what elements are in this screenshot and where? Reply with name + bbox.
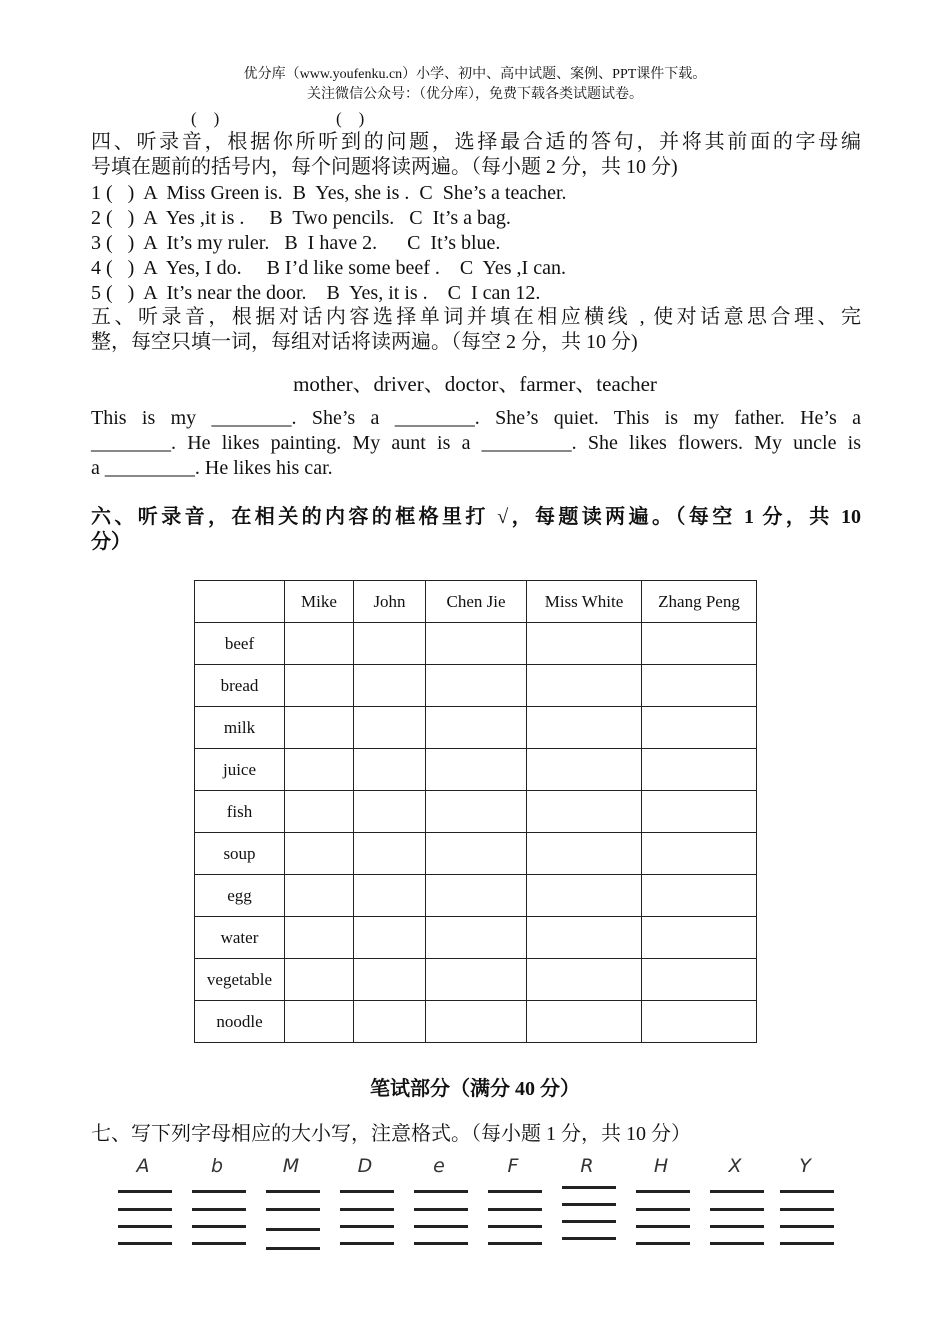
- writing-line[interactable]: [340, 1190, 394, 1193]
- section-5-title-line-2: 整，每空只填一词，每组对话将读两遍。（每空 2 分，共 10 分): [91, 331, 638, 353]
- writing-line[interactable]: [780, 1225, 834, 1228]
- writing-line[interactable]: [562, 1203, 616, 1206]
- column-header: Miss White: [527, 581, 642, 623]
- writing-line[interactable]: [192, 1190, 246, 1193]
- table-row: [195, 1001, 757, 1043]
- section-4-title-line-2: 号填在题前的括号内，每个问题将读两遍。（每小题 2 分，共 10 分): [91, 156, 678, 178]
- letter-group: [266, 1155, 326, 1255]
- check-cell[interactable]: [354, 623, 426, 665]
- writing-line[interactable]: [414, 1190, 468, 1193]
- writing-line[interactable]: [266, 1228, 320, 1231]
- check-cell[interactable]: [285, 959, 354, 1001]
- writing-line[interactable]: [266, 1208, 320, 1211]
- section-4-title-line-1: 四、听录音，根据你所听到的问题，选择最合适的答句，并将其前面的字母编: [91, 131, 861, 153]
- letter-prompt: e: [433, 1155, 445, 1177]
- writing-line[interactable]: [118, 1225, 172, 1228]
- check-cell[interactable]: [426, 623, 527, 665]
- column-header: John: [354, 581, 426, 623]
- table-row: [195, 665, 757, 707]
- check-cell[interactable]: [527, 749, 642, 791]
- check-cell[interactable]: [426, 749, 527, 791]
- check-cell[interactable]: [527, 791, 642, 833]
- section-7-title: 七、写下列字母相应的大小写，注意格式。（每小题 1 分，共 10 分）: [91, 1123, 691, 1145]
- row-label: beef: [195, 623, 285, 665]
- writing-line[interactable]: [780, 1208, 834, 1211]
- row-label: soup: [195, 833, 285, 875]
- letter-prompt: Y: [799, 1155, 811, 1177]
- writing-line[interactable]: [710, 1242, 764, 1245]
- letter-group: [562, 1155, 622, 1255]
- table-row: [195, 707, 757, 749]
- check-cell[interactable]: [527, 917, 642, 959]
- writing-line[interactable]: [710, 1190, 764, 1193]
- check-cell[interactable]: [354, 791, 426, 833]
- check-cell[interactable]: [285, 791, 354, 833]
- row-label: juice: [195, 749, 285, 791]
- question-5: 5 ( ) A It’s near the door. B Yes, it is . C I can 12.: [91, 282, 541, 304]
- table-row: [195, 959, 757, 1001]
- check-cell[interactable]: [527, 959, 642, 1001]
- site-header-line-1: 优分库（www.youfenku.cn）小学、初中、高中试题、案例、PPT课件下载。: [243, 67, 707, 82]
- check-cell[interactable]: [285, 665, 354, 707]
- letter-group: [488, 1155, 548, 1255]
- check-cell[interactable]: [354, 749, 426, 791]
- check-cell[interactable]: [426, 665, 527, 707]
- writing-line[interactable]: [488, 1242, 542, 1245]
- column-header: Mike: [285, 581, 354, 623]
- check-cell[interactable]: [285, 875, 354, 917]
- section-5-title-line-1: 五、听录音，根据对话内容选择单词并填在相应横线 , 使对话意思合理、完: [91, 306, 861, 328]
- check-cell[interactable]: [642, 623, 757, 665]
- row-label: bread: [195, 665, 285, 707]
- check-cell[interactable]: [426, 1001, 527, 1043]
- letter-group: [636, 1155, 696, 1255]
- row-label: water: [195, 917, 285, 959]
- table-row: [195, 623, 757, 665]
- answer-bracket: ( ): [191, 109, 220, 128]
- check-cell[interactable]: [285, 749, 354, 791]
- check-cell[interactable]: [527, 623, 642, 665]
- passage-line-1: This is my ________. She’s a ________. She’s quiet. This is my father. He’s a: [91, 407, 861, 429]
- food-check-table: [194, 580, 757, 1043]
- letter-prompt: F: [507, 1155, 519, 1177]
- letter-prompt: b: [210, 1155, 224, 1177]
- row-label: egg: [195, 875, 285, 917]
- check-cell[interactable]: [642, 917, 757, 959]
- check-cell[interactable]: [642, 1001, 757, 1043]
- row-label: noodle: [195, 1001, 285, 1043]
- check-cell[interactable]: [642, 707, 757, 749]
- writing-line[interactable]: [488, 1190, 542, 1193]
- writing-line[interactable]: [266, 1247, 320, 1250]
- letter-group: [340, 1155, 400, 1255]
- writing-line[interactable]: [780, 1242, 834, 1245]
- check-cell[interactable]: [426, 875, 527, 917]
- column-header: Chen Jie: [426, 581, 527, 623]
- writing-line[interactable]: [562, 1186, 616, 1189]
- check-cell[interactable]: [285, 1001, 354, 1043]
- table-row: [195, 833, 757, 875]
- writing-line[interactable]: [118, 1190, 172, 1193]
- question-2: 2 ( ) A Yes ,it is . B Two pencils. C It’s a bag.: [91, 207, 511, 229]
- site-header-line-2: 关注微信公众号：（优分库），免费下载各类试题试卷。: [307, 87, 643, 102]
- check-cell[interactable]: [527, 707, 642, 749]
- table-row: [195, 875, 757, 917]
- writing-line[interactable]: [780, 1190, 834, 1193]
- table-row: [195, 917, 757, 959]
- letter-prompt: D: [357, 1155, 373, 1177]
- letter-group: [414, 1155, 474, 1255]
- check-cell[interactable]: [285, 833, 354, 875]
- answer-bracket: ( ): [336, 109, 365, 128]
- row-label: fish: [195, 791, 285, 833]
- writing-line[interactable]: [192, 1208, 246, 1211]
- writing-line[interactable]: [710, 1208, 764, 1211]
- check-cell[interactable]: [354, 959, 426, 1001]
- check-cell[interactable]: [642, 959, 757, 1001]
- row-label: vegetable: [195, 959, 285, 1001]
- check-cell[interactable]: [354, 665, 426, 707]
- question-3: 3 ( ) A It’s my ruler. B I have 2. C It’s blue.: [91, 232, 501, 254]
- section-6-title-line-2: 分）: [91, 531, 131, 553]
- writing-line[interactable]: [488, 1208, 542, 1211]
- writing-line[interactable]: [488, 1225, 542, 1228]
- check-cell[interactable]: [426, 833, 527, 875]
- writing-line[interactable]: [414, 1208, 468, 1211]
- check-cell[interactable]: [642, 875, 757, 917]
- writing-line[interactable]: [118, 1242, 172, 1245]
- letter-prompt: A: [136, 1155, 150, 1177]
- corner-cell: [195, 581, 285, 623]
- check-cell[interactable]: [426, 959, 527, 1001]
- check-cell[interactable]: [285, 707, 354, 749]
- writing-line[interactable]: [562, 1220, 616, 1223]
- writing-line[interactable]: [192, 1242, 246, 1245]
- question-4: 4 ( ) A Yes, I do. B I’d like some beef . C Yes ,I can.: [91, 257, 566, 279]
- passage-line-3: a _________. He likes his car.: [91, 457, 333, 479]
- check-cell[interactable]: [527, 875, 642, 917]
- writing-line[interactable]: [414, 1242, 468, 1245]
- writing-line[interactable]: [710, 1225, 764, 1228]
- check-cell[interactable]: [642, 749, 757, 791]
- check-cell[interactable]: [642, 833, 757, 875]
- check-cell[interactable]: [426, 917, 527, 959]
- writing-line[interactable]: [562, 1237, 616, 1240]
- check-cell[interactable]: [285, 917, 354, 959]
- check-cell[interactable]: [354, 707, 426, 749]
- table-header-row: [195, 581, 757, 623]
- writing-line[interactable]: [414, 1225, 468, 1228]
- writing-line[interactable]: [266, 1190, 320, 1193]
- letter-group: [710, 1155, 770, 1255]
- check-cell[interactable]: [527, 833, 642, 875]
- writing-line[interactable]: [340, 1242, 394, 1245]
- column-header: Zhang Peng: [642, 581, 757, 623]
- check-cell[interactable]: [642, 665, 757, 707]
- letter-writing-area: [112, 1155, 852, 1255]
- letter-prompt: R: [580, 1155, 594, 1177]
- check-cell[interactable]: [354, 875, 426, 917]
- writing-line[interactable]: [636, 1225, 690, 1228]
- writing-line[interactable]: [118, 1208, 172, 1211]
- writing-line[interactable]: [340, 1208, 394, 1211]
- question-1: 1 ( ) A Miss Green is. B Yes, she is . C She’s a teacher.: [91, 182, 567, 204]
- check-cell[interactable]: [354, 1001, 426, 1043]
- writing-line[interactable]: [636, 1208, 690, 1211]
- letter-prompt: M: [282, 1155, 300, 1177]
- check-cell[interactable]: [426, 791, 527, 833]
- word-bank: mother、driver、doctor、farmer、teacher: [293, 372, 657, 396]
- table-row: [195, 791, 757, 833]
- letter-prompt: X: [728, 1155, 742, 1177]
- letter-group: [192, 1155, 252, 1255]
- table-row: [195, 749, 757, 791]
- section-6-title-line-1: 六、听录音，在相关的内容的框格里打 √，每题读两遍。（每空 1 分，共 10: [91, 506, 861, 528]
- check-cell[interactable]: [426, 707, 527, 749]
- row-label: milk: [195, 707, 285, 749]
- letter-group: [118, 1155, 178, 1255]
- passage-line-2: ________. He likes painting. My aunt is a _________. She likes flowers. My uncle is: [91, 432, 861, 454]
- writing-line[interactable]: [340, 1225, 394, 1228]
- writing-line[interactable]: [192, 1225, 246, 1228]
- writing-line[interactable]: [636, 1190, 690, 1193]
- writing-line[interactable]: [636, 1242, 690, 1245]
- letter-group: [780, 1155, 840, 1255]
- check-cell[interactable]: [527, 665, 642, 707]
- check-cell[interactable]: [527, 1001, 642, 1043]
- check-cell[interactable]: [285, 623, 354, 665]
- letter-prompt: H: [653, 1155, 669, 1177]
- written-part-heading: 笔试部分（满分 40 分）: [370, 1078, 580, 1100]
- check-cell[interactable]: [354, 833, 426, 875]
- check-cell[interactable]: [642, 791, 757, 833]
- check-cell[interactable]: [354, 917, 426, 959]
